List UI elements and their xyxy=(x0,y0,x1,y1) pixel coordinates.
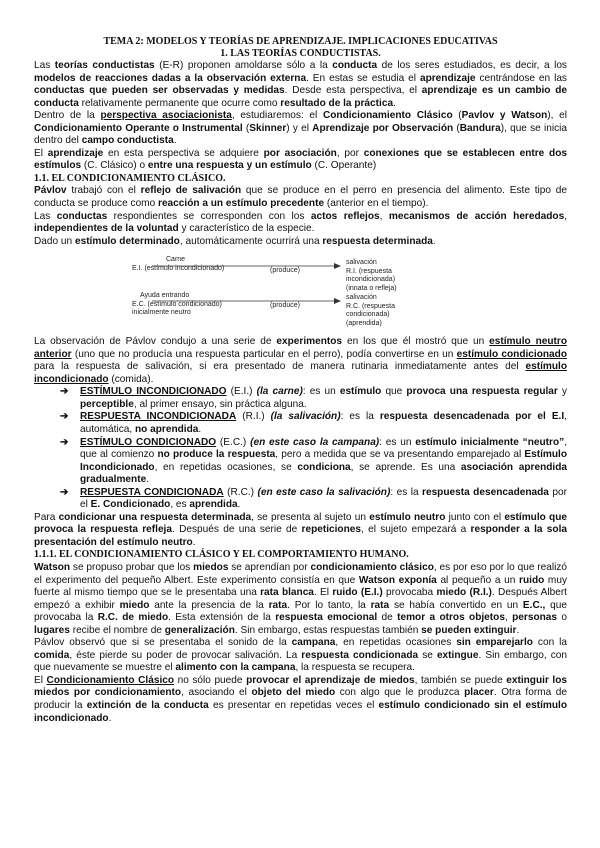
definitions-list xyxy=(34,386,567,511)
paragraph-condicionar: Para condicionar una respuesta determinada, se presenta al sujeto un estímulo neutro junto con el estímulo que provoca la respuesta refleja. Después de una serie de repeticiones, el sujeto empezará a responder a la sola presentación del estímulo neutro. xyxy=(34,511,567,548)
arrow-head-2 xyxy=(334,298,341,304)
paragraph-miedos: El Condicionamiento Clásico no sólo puede provocar el aprendizaje de miedos, también se puede extinguir los miedos por condicionamiento, asociando el objeto del miedo con algo que le produzca placer. Otra forma de producir la extinción de la conducta es presentar en repetidas veces el estímulo condicionado sin el estímulo incondicionado. xyxy=(34,674,568,724)
section-heading-classical: 1.1. EL CONDICIONAMIENTO CLÁSICO. xyxy=(34,172,226,184)
paragraph-extincion: Pávlov observó que si se presentaba el sonido de la campana, en repetidas ocasiones sin emparejarlo con la comida, éste pierde su poder de provocar salivación. La respuesta condicionada se extingue. Sin embargo, con que nuevamente se muestre el alimento con la campana, la respuesta se recupera. xyxy=(34,637,567,674)
diagram-produce-1: (produce) xyxy=(270,267,300,275)
list-item: ➔ ESTÍMULO CONDICIONADO (E.C.) (en este caso la campana): es un estímulo inicialmente “neutro”, que al comienzo no produce la respuesta, pero a medida que se va presentando emparejado al Estímulo Incondicionado, en repetidas ocasiones, se condiciona, se aprende. Es una asociación aprendida gradualmente. xyxy=(60,436,567,486)
paragraph-aprendizaje: El aprendizaje en esta perspectiva se adquiere por asociación, por conexiones que se establecen entre dos estímulos (C. Clásico) o entre una respuesta y un estímulo (C. Operante) xyxy=(34,147,567,172)
diagram-ri-label: salivación R.I. (respuesta incondicionada) (innata o refleja) xyxy=(346,259,397,292)
arrow-head-1 xyxy=(334,263,341,269)
diagram-ec-label: Ayuda entrando E.C. (estímulo condicionado) inicialmente neutro xyxy=(132,292,222,317)
paragraph-estimulo: Dado un estímulo determinado, automáticamente ocurrirá una respuesta determinada. xyxy=(34,235,436,247)
paragraph-intro: Las teorías conductistas (E-R) proponen amoldarse sólo a la conducta de los seres estudiados, es decir, a los modelos de reacciones dadas a la observación externa. En estas se estudia el aprendizaje centrándose en las conductas que pueden ser observadas y medidas. Desde esta perspectiva, el aprendizaje es un cambio de conducta relativamente permanente que ocurre como resultado de la práctica. xyxy=(34,60,567,109)
arrow-bullet-icon: ➔ xyxy=(60,411,69,423)
section-heading-human: 1.1.1. EL CONDICIONAMIENTO CLÁSICO Y EL COMPORTAMIENTO HUMANO. xyxy=(34,549,409,561)
paragraph-pavlov: Pávlov trabajó con el reflejo de salivación que se produce en el perro en presencia del alimento. Este tipo de conducta se produce como reacción a un estímulo precedente (anterior en el tiempo). xyxy=(34,185,568,209)
paragraph-conductas: Las conductas respondientes se corresponden con los actos reflejos, mecanismos de acción heredados, independientes de la voluntad y característico de la especie. xyxy=(34,210,568,235)
arrow-bullet-icon: ➔ xyxy=(60,386,69,398)
document-title: TEMA 2: MODELOS Y TEORÍAS DE APRENDIZAJE. IMPLICACIONES EDUCATIVAS xyxy=(103,36,498,47)
list-item: ➔ RESPUESTA CONDICIONADA (R.C.) (en este caso la salivación): es la respuesta desencadenada por el E. Condicionado, es aprendida. xyxy=(60,486,567,511)
document-subtitle: 1. LAS TEORÍAS CONDUCTISTAS. xyxy=(220,48,381,59)
diagram-produce-2: (produce) xyxy=(270,302,300,310)
paragraph-perspectiva: Dentro de la perspectiva asociacionista, estudiaremos: el Condicionamiento Clásico (Pavlov y Watson), el Condicionamiento Operante o Instrumental (Skinner) y el Aprendizaje por Observación (Bandura), que se inicia dentro del campo conductista. xyxy=(34,110,568,147)
conditioning-diagram xyxy=(34,256,567,330)
arrow-bullet-icon: ➔ xyxy=(60,486,69,498)
paragraph-watson: Watson se propuso probar que los miedos se aprendían por condicionamiento clásico, es por eso por lo que realizó el experimento del pequeño Albert. Este experimento consistía en que Watson exponía al pequeño a un ruido muy fuerte al mismo tiempo que se le presentaba una rata blanca. El ruido (E.I.) provocaba miedo (R.I.). Después Albert empezó a exhibir miedo ante la presencia de la rata. Por lo tanto, la rata se había convertido en un E.C., que provocaba la R.C. de miedo. Esta extensión de la respuesta emocional de temor a otros objetos, personas o lugares recibe el nombre de generalización. Sin embargo, estas respuestas también se pueden extinguir. xyxy=(34,561,567,636)
list-item: ➔ RESPUESTA INCONDICIONADA (R.I.) (la salivación): es la respuesta desencadenada por el E.I, automática, no aprendida. xyxy=(60,411,567,435)
arrow-bullet-icon: ➔ xyxy=(60,436,69,448)
list-item: ➔ ESTÍMULO INCONDICIONADO (E.I.) (la carne): es un estímulo que provoca una respuesta regular y perceptible, al primer ensayo, sin práctica alguna. xyxy=(60,386,567,410)
paragraph-observacion: La observación de Pávlov condujo a una serie de experimentos en los que él mostró que un estímulo neutro anterior (uno que no producía una respuesta particular en el perro), podía convertirse en un estímulo condicionado para la respuesta de salivación, si era presentado de manera rutinaria inmediatamente antes del estímulo incondicionado (comida). xyxy=(34,336,567,385)
diagram-arrows xyxy=(34,256,567,330)
diagram-ei-label: Carne E.I. (estímulo incondicionado) xyxy=(132,256,225,272)
diagram-rc-label: salivación R.C. (respuesta condicionada) (aprendida) xyxy=(346,294,396,327)
